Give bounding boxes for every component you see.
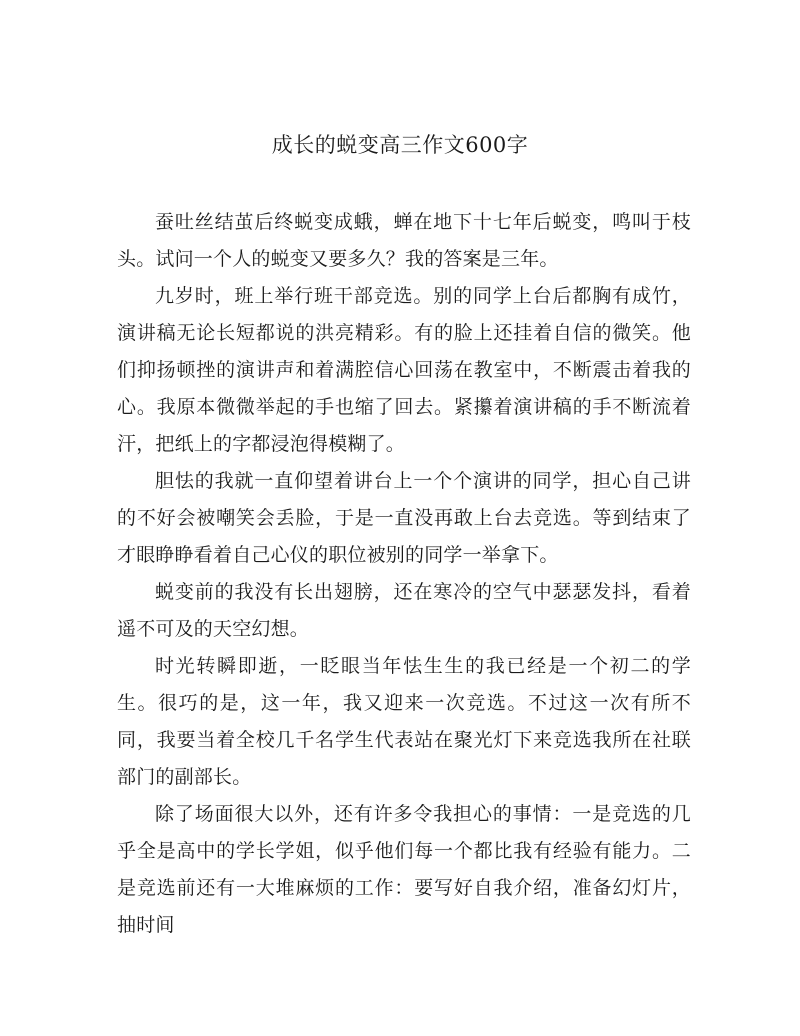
document-title: 成长的蜕变高三作文600字 xyxy=(271,133,529,157)
document-body xyxy=(117,204,691,944)
paragraph-2: 九岁时，班上举行班干部竞选。别的同学上台后都胸有成竹，演讲稿无论长短都说的洪亮精彩。有的脸上还挂着自信的微笑。他们抑扬顿挫的演讲声和着满腔信心回荡在教室中，不断震击着我的心。我原本微微举起的手也缩了回去。紧攥着演讲稿的手不断流着汗，把纸上的字都浸泡得模糊了。 xyxy=(117,285,691,455)
paragraph-6: 除了场面很大以外，还有许多令我担心的事情：一是竞选的几乎全是高中的学长学姐，似乎他们每一个都比我有经验有能力。二是竞选前还有一大堆麻烦的工作：要写好自我介绍，准备幻灯片，抽时间 xyxy=(117,803,691,936)
paragraph-3: 胆怯的我就一直仰望着讲台上一个个演讲的同学，担心自己讲的不好会被嘲笑会丢脸，于是一直没再敢上台去竞选。等到结束了才眼睁睁看着自己心仪的职位被别的同学一举拿下。 xyxy=(117,470,691,566)
paragraph-5: 时光转瞬即逝，一眨眼当年怯生生的我已经是一个初二的学生。很巧的是，这一年，我又迎来一次竞选。不过这一次有所不同，我要当着全校几千名学生代表站在聚光灯下来竞选我所在社联部门的副部长。 xyxy=(117,655,691,788)
paragraph-4: 蜕变前的我没有长出翅膀，还在寒冷的空气中瑟瑟发抖，看着遥不可及的天空幻想。 xyxy=(117,581,691,640)
paragraph-1: 蚕吐丝结茧后终蜕变成蛾，蝉在地下十七年后蜕变，鸣叫于枝头。试问一个人的蜕变又要多久？我的答案是三年。 xyxy=(117,211,691,270)
